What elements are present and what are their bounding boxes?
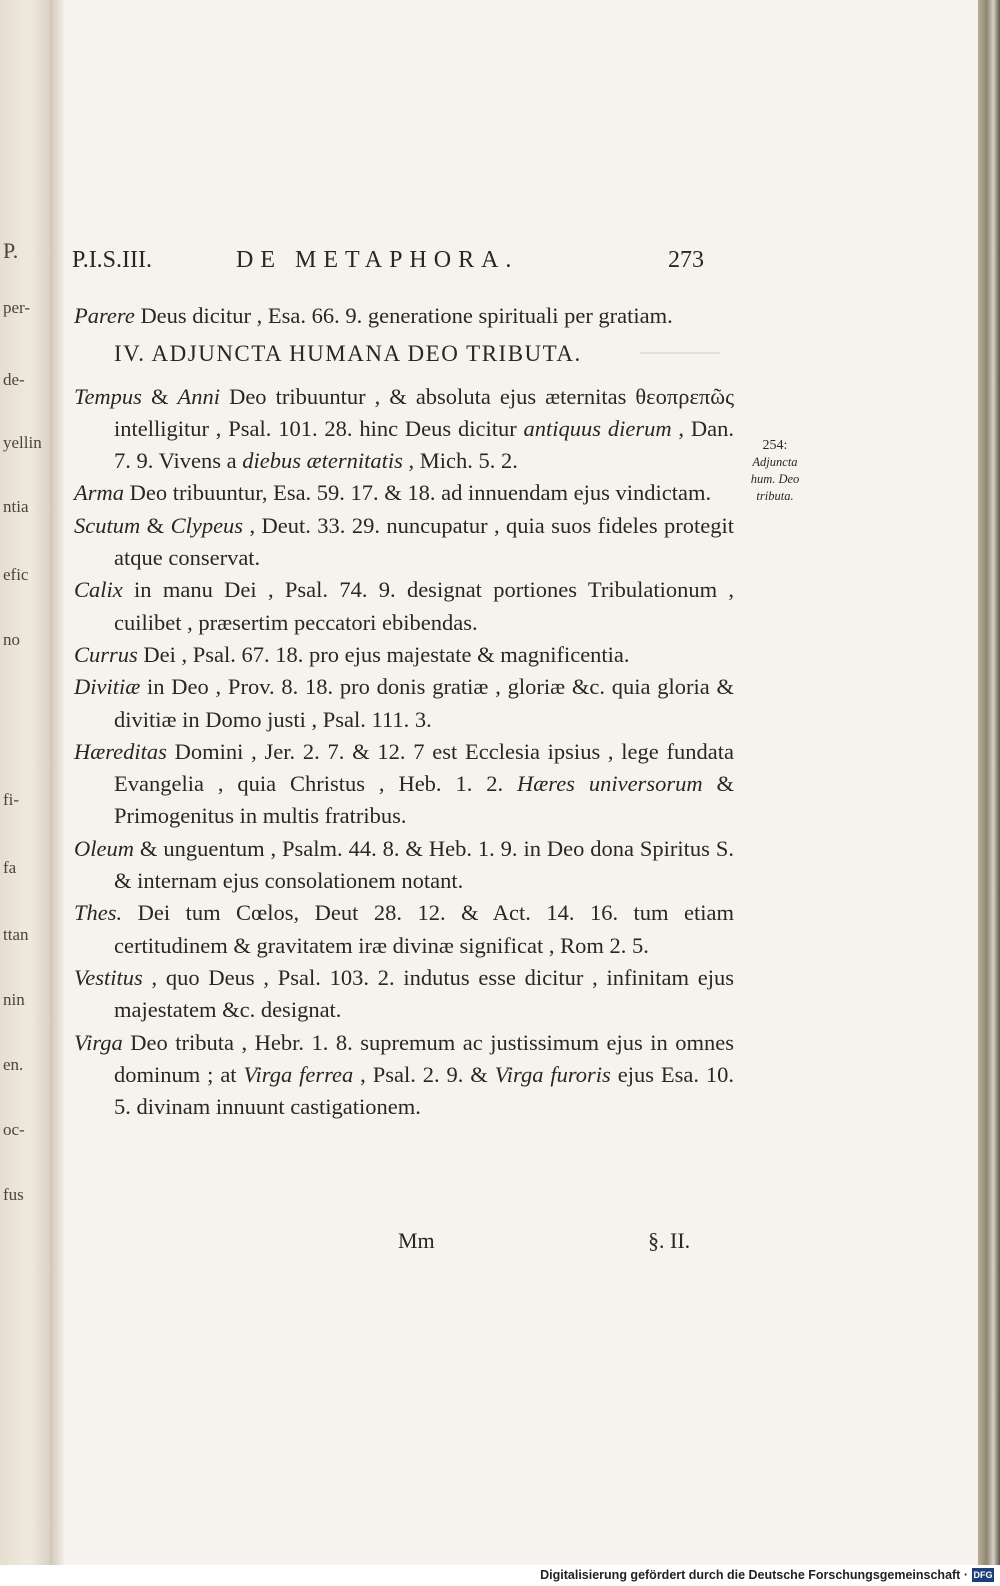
margin-note-line: hum. Deo [750, 472, 800, 486]
entry-lemma: Divitiæ [74, 674, 141, 700]
facing-page-fragment: yellin [3, 433, 42, 452]
facing-page-edge [0, 0, 50, 1565]
entry-lemma: diebus æternitatis [242, 448, 403, 474]
entry-text: in Deo , Prov. 8. 18. pro donis gratiæ , gloriæ &c. quia gloria & divitiæ in Domo justi , Psal. 111. 3. [114, 674, 734, 732]
entry-text: , Deut. 33. 29. nuncupatur , quia suos fideles protegit atque conservat. [114, 512, 734, 571]
catchword: §. II. [648, 1228, 691, 1253]
entry-parere [74, 300, 734, 332]
entry-text: , Dan. 7. 9. Vivens a [114, 415, 734, 474]
entry-lemma: Scutum [74, 512, 141, 538]
entry-arma [74, 477, 734, 509]
facing-page-fragment: per- [3, 298, 31, 317]
entry-text: in manu Dei , Psal. 74. 9. designat portiones Tribulationum , cuilibet , præsertim peccatori ebibendas. [114, 577, 734, 635]
entry-text: & [140, 512, 171, 538]
entry-lemma: Clypeus [170, 512, 244, 538]
digitization-credit: Digitalisierung gefördert durch die Deutsche Forschungsgemeinschaft · [540, 1568, 968, 1582]
entry-lemma: Calix [74, 577, 123, 603]
facing-page-fragment: P. [3, 238, 19, 263]
entry-text: , Mich. 5. 2. [402, 448, 518, 474]
entry-lemma: Anni [177, 383, 221, 409]
margin-note [745, 437, 805, 505]
facing-page-fragment: no [3, 630, 20, 649]
margin-note-number: 254: [762, 438, 788, 453]
entry-haereditas [74, 736, 734, 833]
entry-text: , quo Deus , Psal. 103. 2. indutus esse dicitur , infinitam ejus majestatem &c. designat. [114, 964, 734, 1023]
margin-note-line: tributa. [756, 489, 794, 503]
entry-lemma: Oleum [74, 835, 134, 861]
entry-vestitus [74, 962, 734, 1027]
facing-page-fragment: oc- [3, 1120, 25, 1139]
facing-page-fragment: fa [3, 858, 17, 877]
entry-virga [74, 1027, 734, 1124]
facing-page-fragment: ttan [3, 925, 29, 944]
entry-text: & [141, 383, 178, 409]
entry-lemma: Arma [74, 480, 124, 506]
entry-oleum [74, 833, 734, 898]
entry-lemma: Tempus [74, 383, 142, 409]
dfg-logo-icon: DFG [973, 1570, 993, 1580]
entry-lemma: Thes. [74, 900, 123, 926]
entry-text: Deo tributa , Hebr. 1. 8. supremum ac justissimum ejus in omnes dominum ; at [114, 1029, 734, 1087]
entry-divitiae [74, 671, 734, 736]
entry-lemma: Currus [74, 641, 138, 667]
running-header-title: DE METAPHORA. [236, 247, 519, 273]
facing-page-fragment: efic [3, 565, 29, 584]
entry-lemma: Virga ferrea [243, 1061, 354, 1087]
entry-text: Dei , Psal. 67. 18. pro ejus majestate & magnificentia. [137, 641, 630, 667]
entry-text: Deo tribuuntur , & absoluta ejus æternitas θεοπρεπῶς intelligitur , Psal. 101. 28. hinc Deus dicitur [114, 383, 734, 441]
section-heading: IV. ADJUNCTA HUMANA DEO TRIBUTA. [114, 341, 582, 367]
entry-text: Deus dicitur , Esa. 66. 9. generatione spirituali per gratiam. [134, 303, 673, 328]
facing-page-fragment: en. [3, 1055, 24, 1074]
entry-lemma: Virga furoris [494, 1061, 611, 1087]
facing-page-fragment: ntia [3, 497, 29, 516]
facing-page-fragment: fi- [3, 790, 20, 809]
entry-text: Deo tribuuntur, Esa. 59. 17. & 18. ad innuendam ejus vindictam. [124, 480, 712, 506]
entry-lemma: Virga [74, 1029, 123, 1055]
entry-lemma: Vestitus [74, 964, 143, 990]
entry-lemma: Hæres universorum [517, 771, 703, 797]
entry-text: Domini , Jer. 2. 7. & 12. 7 est Ecclesia ipsius , lege fundata Evangelia , quia Christus , Heb. 1. 2. [114, 738, 734, 797]
entry-text: & Primogenitus in multis fratribus. [114, 771, 734, 829]
facing-page-fragment: fus [3, 1185, 24, 1204]
signature-mark: Mm [398, 1228, 435, 1253]
book-gutter [50, 0, 64, 1565]
entry-text: , Psal. 2. 9. & [353, 1061, 495, 1087]
entry-lemma: Hæreditas [74, 738, 167, 764]
entry-text: Dei tum Cœlos, Deut 28. 12. & Act. 14. 16. tum etiam certitudinem & gravitatem iræ divinæ significat , Rom 2. 5. [114, 900, 734, 958]
body-text [74, 300, 734, 1123]
entry-lemma: Parere [74, 303, 135, 328]
credit-bar [0, 1565, 1000, 1586]
entry-currus [74, 639, 734, 671]
page-number: 273 [668, 247, 704, 273]
facing-page-fragment: nin [3, 990, 25, 1009]
page-edge-shadow [978, 0, 1000, 1565]
entry-thes [74, 897, 734, 962]
facing-page-fragment: de- [3, 370, 25, 389]
entry-scutum [74, 510, 734, 575]
entry-calix [74, 574, 734, 639]
margin-note-line: Adjuncta [752, 455, 798, 469]
entry-tempus [74, 381, 734, 478]
entry-text: ejus Esa. 10. 5. divinam innuunt castigationem. [114, 1061, 735, 1120]
running-header-left: P.I.S.III. [72, 247, 153, 273]
entry-text: & unguentum , Psalm. 44. 8. & Heb. 1. 9. in Deo dona Spiritus S. & internam ejus consolationem notant. [114, 835, 734, 894]
entry-lemma: antiquus dierum [523, 415, 672, 441]
